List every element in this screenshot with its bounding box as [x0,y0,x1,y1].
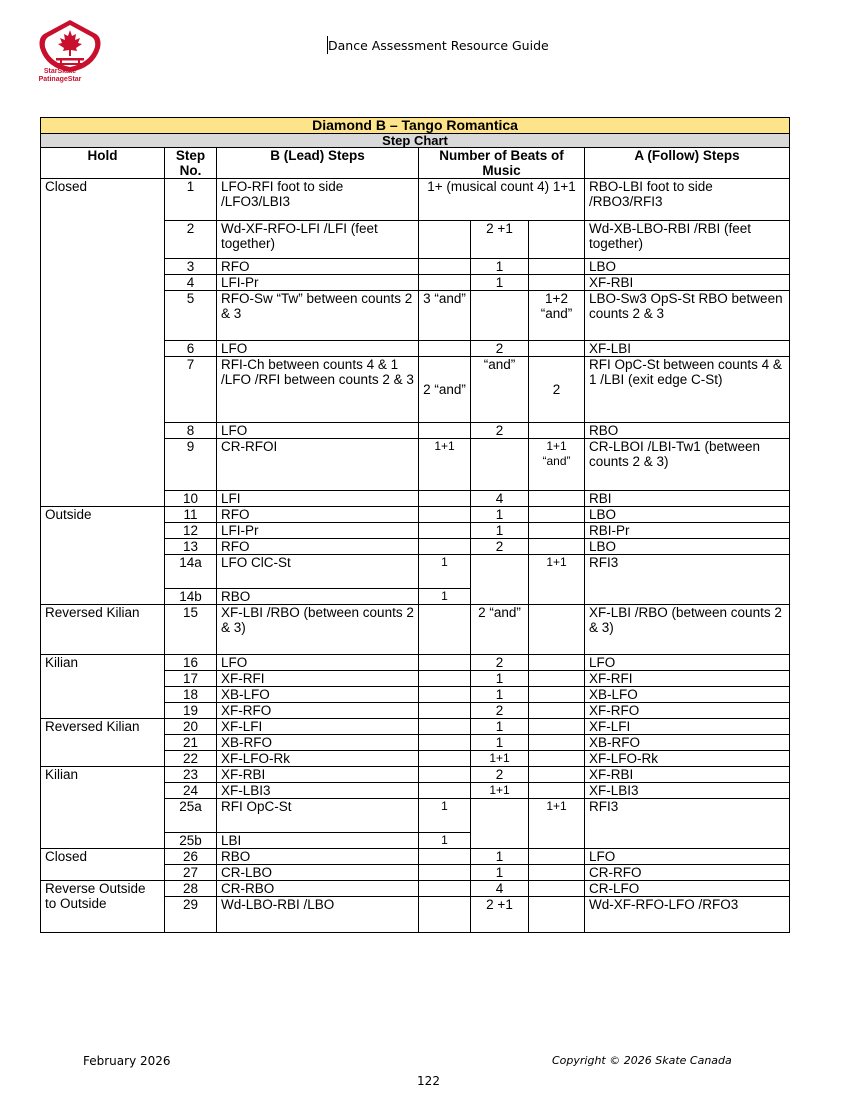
lead-step: Wd-LBO-RBI /LBO [217,897,419,933]
beats-follow: 2 [529,357,585,423]
beats-both: 1+1 [471,751,529,767]
dance-title: Diamond B – Tango Romantica [41,118,790,134]
follow-step: RBI [585,491,790,507]
step-number: 14a [165,555,217,589]
beats-lead: 1+1 [419,439,471,491]
beats-follow: 1+1 “and” [529,439,585,491]
beats-both: 2 [471,767,529,783]
lead-step: XF-LFI [217,719,419,735]
step-number: 15 [165,605,217,655]
lead-step: RFI OpC-St [217,799,419,833]
step-number: 26 [165,849,217,865]
step-number: 18 [165,687,217,703]
follow-step: XF-RBI [585,275,790,291]
table-row [41,881,790,897]
beats-both: 1 [471,671,529,687]
lead-step: LFI-Pr [217,275,419,291]
step-number: 11 [165,507,217,523]
step-number: 21 [165,735,217,751]
step-number: 4 [165,275,217,291]
follow-step: RFI3 [585,799,790,849]
beats-both: 1 [471,259,529,275]
beats-both: 2 +1 [471,897,529,933]
follow-step: XF-RBI [585,767,790,783]
header-beats: Number of Beats of Music [419,148,585,179]
logo-wordmark: StarSkate PatinageStar [38,68,82,83]
lead-step: XB-LFO [217,687,419,703]
lead-step: RBO [217,589,419,605]
lead-step: XF-LFO-Rk [217,751,419,767]
step-number: 24 [165,783,217,799]
step-number: 16 [165,655,217,671]
follow-step: LBO [585,507,790,523]
header-lead-steps: B (Lead) Steps [217,148,419,179]
beats-both: 4 [471,881,529,897]
step-number: 8 [165,423,217,439]
beats-both: 1 [471,275,529,291]
hold-cell: Kilian [41,655,165,719]
hold-cell: Outside [41,507,165,605]
beats-both: 2 +1 [471,221,529,259]
follow-step: RFI OpC-St between counts 4 & 1 /LBI (exit edge C-St) [585,357,790,423]
beats-both: 2 [471,655,529,671]
beats-lead: 1 [419,555,471,589]
lead-step: XF-RFO [217,703,419,719]
beats-both: 1 [471,735,529,751]
table-row [41,605,790,655]
follow-step: LBO [585,539,790,555]
header-step-no: Step No. [165,148,217,179]
follow-step: CR-RFO [585,865,790,881]
beats-lead: 2 “and” [419,357,471,423]
step-number: 1 [165,179,217,221]
step-number: 6 [165,341,217,357]
lead-step: XF-RBI [217,767,419,783]
page-number: 122 [417,1074,440,1088]
lead-step: LFO [217,423,419,439]
step-number: 28 [165,881,217,897]
step-number: 9 [165,439,217,491]
follow-step: XF-LBI [585,341,790,357]
document-header-title: Dance Assessment Resource Guide [328,38,549,53]
follow-step: XF-LBI /RBO (between counts 2 & 3) [585,605,790,655]
hold-cell: Closed [41,849,165,881]
hold-cell: Kilian [41,767,165,849]
follow-step: XF-RFI [585,671,790,687]
header-follow-steps: A (Follow) Steps [585,148,790,179]
follow-step: LBO-Sw3 OpS-St RBO between counts 2 & 3 [585,291,790,341]
hold-cell: Reverse Outside to Outside [41,881,165,933]
follow-step: LFO [585,655,790,671]
step-number: 12 [165,523,217,539]
beats-both: 2 [471,341,529,357]
follow-step: Wd-XB-LBO-RBI /RBI (feet together) [585,221,790,259]
lead-step: LFO [217,341,419,357]
step-number: 13 [165,539,217,555]
table-row [41,719,790,735]
lead-step: LBI [217,833,419,849]
lead-step: XF-LBI /RBO (between counts 2 & 3) [217,605,419,655]
beats-both: 2 “and” [471,605,529,655]
beats-both: 2 [471,539,529,555]
lead-step: CR-RBO [217,881,419,897]
step-number: 3 [165,259,217,275]
beats-lead: 1 [419,799,471,833]
lead-step: RFO [217,539,419,555]
beats-lead [419,221,471,259]
footer-copyright: Copyright © 2026 Skate Canada [552,1054,732,1067]
beats-both: 1 [471,687,529,703]
follow-step: Wd-XF-RFO-LFO /RFO3 [585,897,790,933]
follow-step: CR-LBOI /LBI-Tw1 (between counts 2 & 3) [585,439,790,491]
beats-both: 1+1 [471,783,529,799]
step-number: 25a [165,799,217,833]
hold-cell: Reversed Kilian [41,605,165,655]
lead-step: RFI-Ch between counts 4 & 1 /LFO /RFI between counts 2 & 3 [217,357,419,423]
step-number: 27 [165,865,217,881]
step-number: 5 [165,291,217,341]
table-row [41,507,790,523]
lead-step: XB-RFO [217,735,419,751]
step-number: 10 [165,491,217,507]
footer-date: February 2026 [83,1054,171,1068]
step-number: 23 [165,767,217,783]
beats-lead: 3 “and” [419,291,471,341]
lead-step: XF-LBI3 [217,783,419,799]
step-number: 17 [165,671,217,687]
lead-step: RFO-Sw “Tw” between counts 2 & 3 [217,291,419,341]
table-row [41,655,790,671]
follow-step: RBO [585,423,790,439]
lead-step: CR-LBO [217,865,419,881]
beats-both: 4 [471,491,529,507]
follow-step: XF-LFO-Rk [585,751,790,767]
beats-lead: 1 [419,589,471,605]
step-number: 25b [165,833,217,849]
beats-follow [529,221,585,259]
beats-both: 1 [471,849,529,865]
lead-step: RFO [217,259,419,275]
hold-cell: Reversed Kilian [41,719,165,767]
lead-step: LFO ClC-St [217,555,419,589]
table-row [41,767,790,783]
lead-step: LFO-RFI foot to side /LFO3/LBI3 [217,179,419,221]
beats-lead: 1 [419,833,471,849]
lead-step: RBO [217,849,419,865]
beats-follow: 1+1 [529,799,585,849]
hold-cell: Closed [41,179,165,507]
lead-step: XF-RFI [217,671,419,687]
beats-follow: 1+2 “and” [529,291,585,341]
beats-both: 1 [471,507,529,523]
header-hold: Hold [41,148,165,179]
beats-both: 1 [471,865,529,881]
step-number: 22 [165,751,217,767]
follow-step: LBO [585,259,790,275]
beats: 1+ (musical count 4) 1+1 [419,179,585,221]
step-chart-table [40,117,790,933]
lead-step: LFI [217,491,419,507]
step-number: 2 [165,221,217,259]
follow-step: CR-LFO [585,881,790,897]
follow-step: XF-RFO [585,703,790,719]
beats-both: 2 [471,423,529,439]
step-number: 29 [165,897,217,933]
step-number: 20 [165,719,217,735]
step-chart-subtitle: Step Chart [41,134,790,148]
step-number: 14b [165,589,217,605]
follow-step: RFI3 [585,555,790,605]
beats-both: 2 [471,703,529,719]
step-number: 19 [165,703,217,719]
lead-step: Wd-XF-RFO-LFI /LFI (feet together) [217,221,419,259]
follow-step: XB-LFO [585,687,790,703]
follow-step: XB-RFO [585,735,790,751]
beats-follow: 1+1 [529,555,585,605]
table-row [41,849,790,865]
follow-step: XF-LFI [585,719,790,735]
beats-both: 1 [471,523,529,539]
follow-step: RBO-LBI foot to side /RBO3/RFI3 [585,179,790,221]
lead-step: CR-RFOI [217,439,419,491]
follow-step: LFO [585,849,790,865]
beats-both: “and” [471,357,529,423]
lead-step: LFI-Pr [217,523,419,539]
beats-both: 1 [471,719,529,735]
lead-step: LFO [217,655,419,671]
follow-step: RBI-Pr [585,523,790,539]
follow-step: XF-LBI3 [585,783,790,799]
lead-step: RFO [217,507,419,523]
table-row [41,179,790,221]
step-number: 7 [165,357,217,423]
